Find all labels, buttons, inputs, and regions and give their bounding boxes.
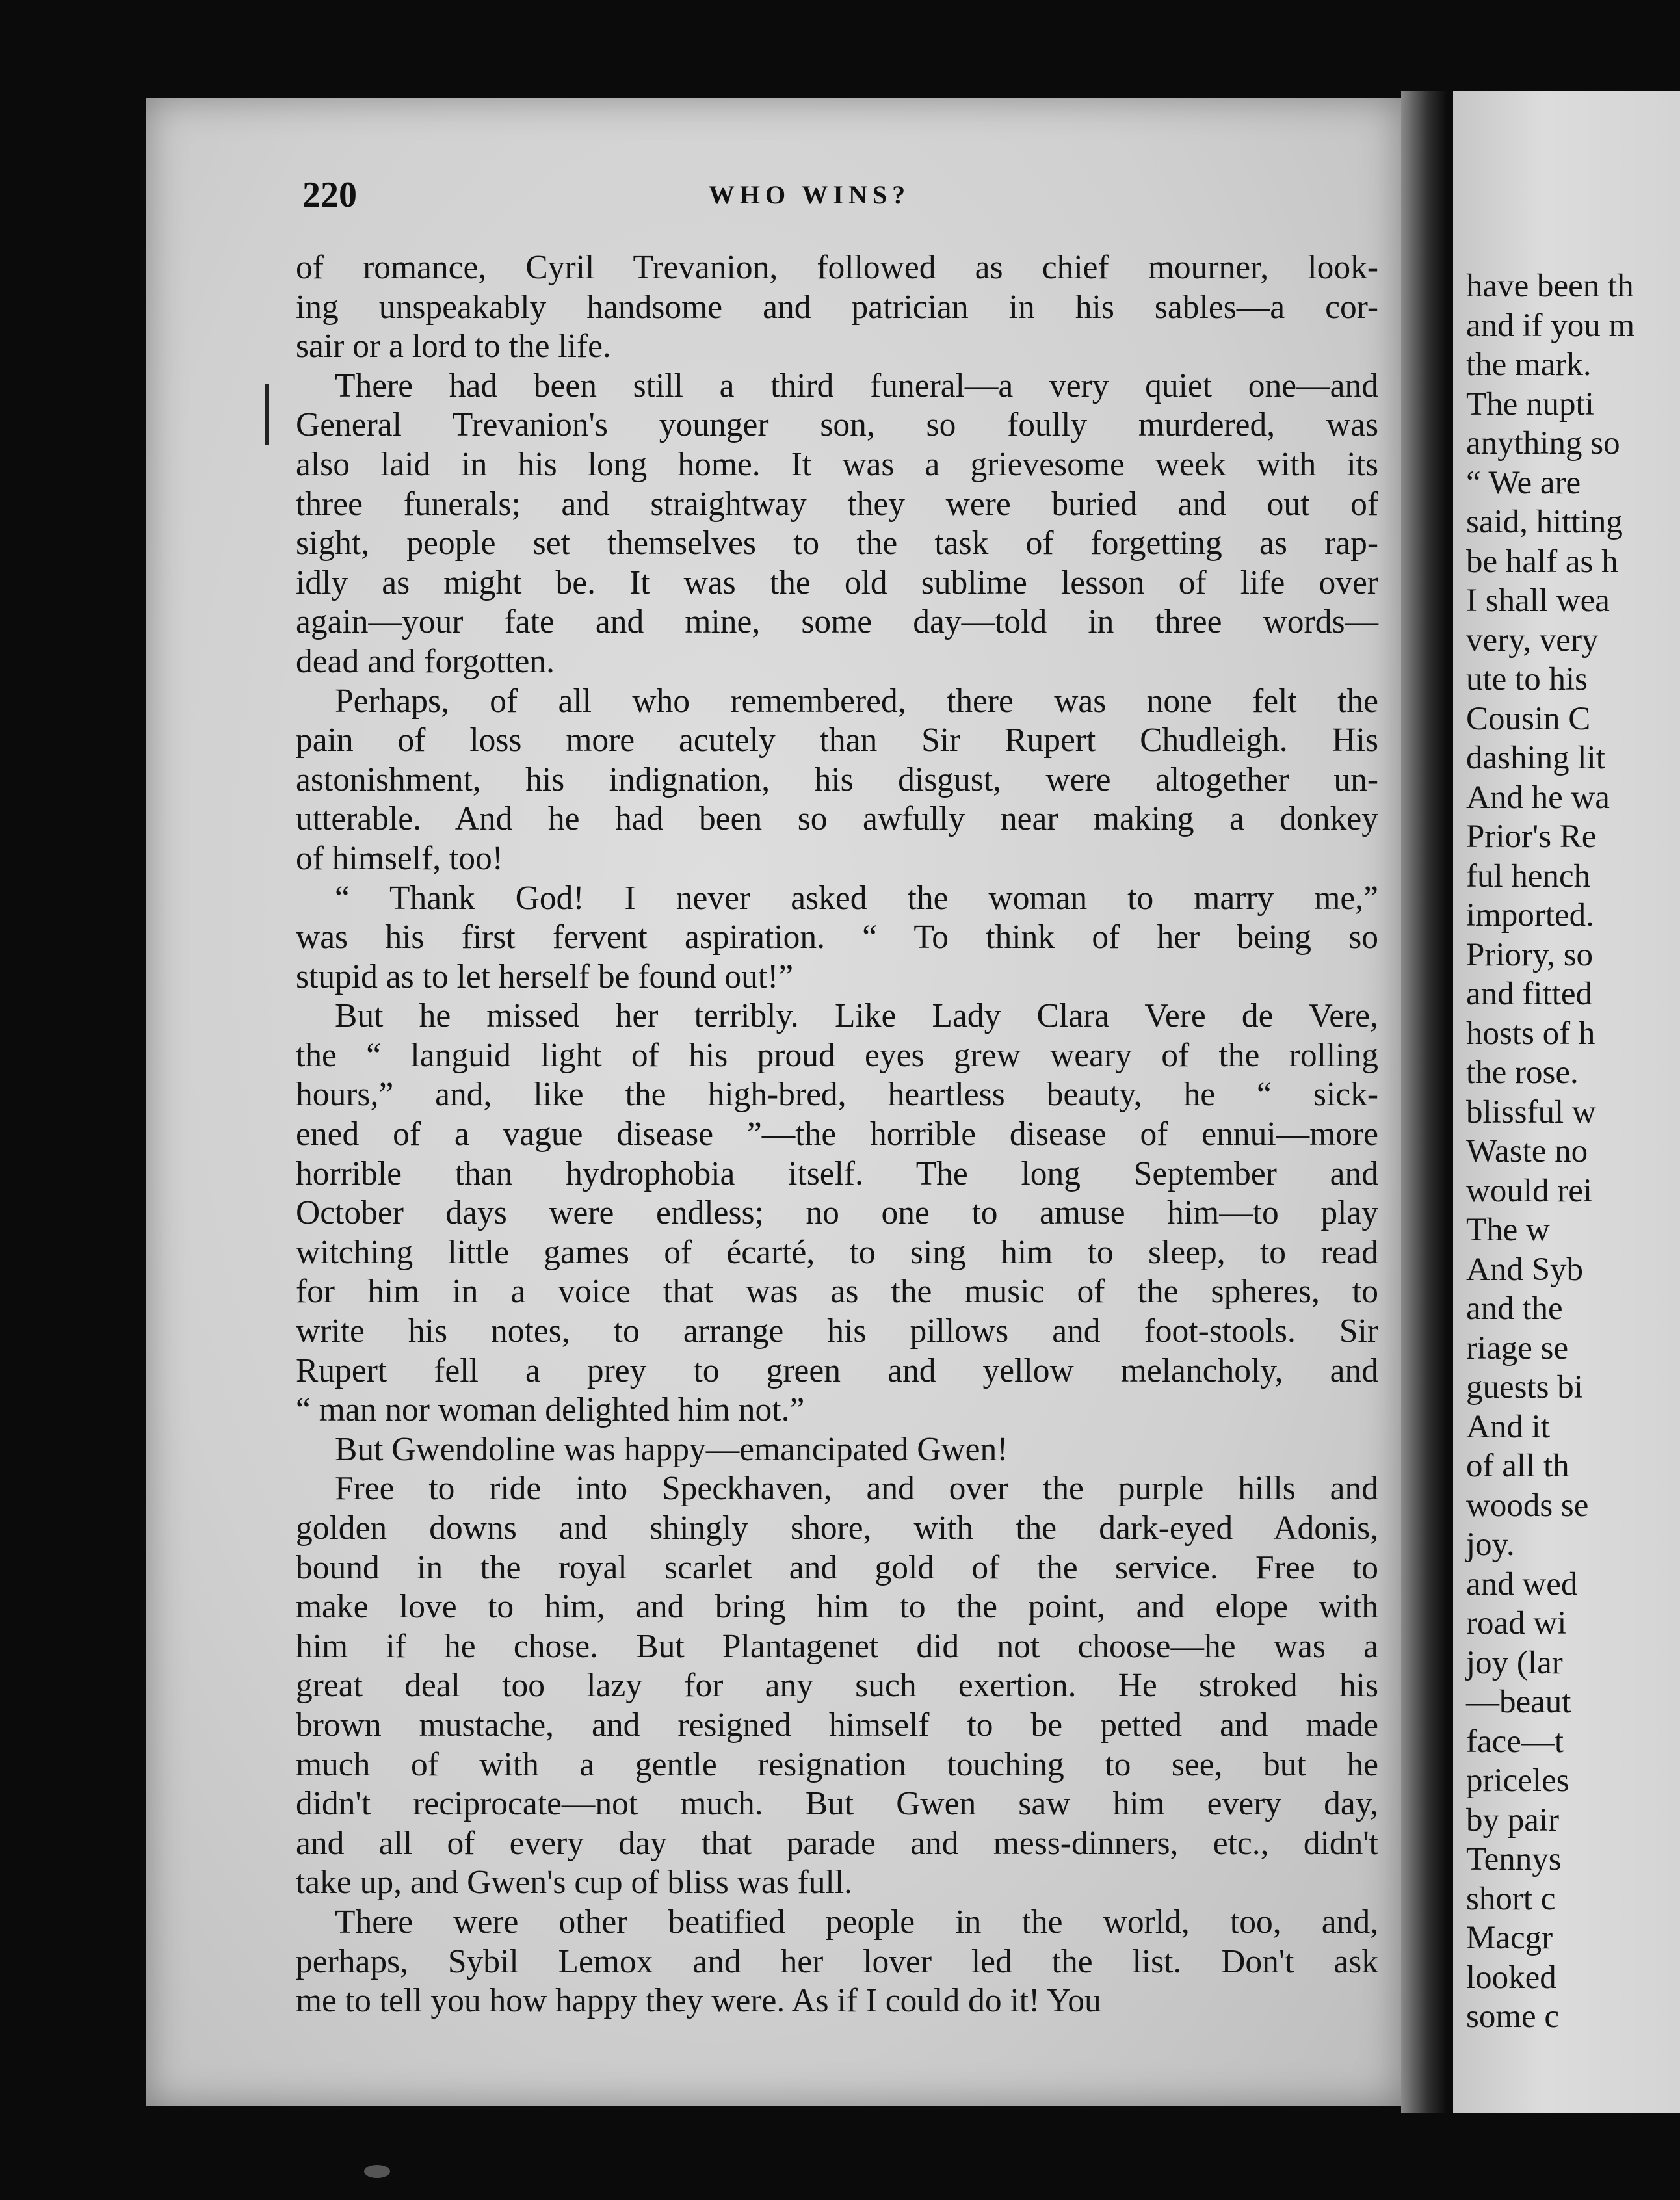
text-line: sight, people set themselves to the task of forgetting as rap-: [296, 525, 1378, 562]
text-line: “ Thank God! I never asked the woman to marry me,”: [335, 879, 1378, 917]
text-line: short c: [1466, 1880, 1556, 1917]
right-page-text: [1466, 267, 1634, 2037]
text-line: would rei: [1466, 1172, 1593, 1209]
text-line: road wi: [1466, 1605, 1567, 1642]
text-line: looked: [1466, 1959, 1556, 1996]
text-line: perhaps, Sybil Lemox and her lover led the list. Don't ask: [296, 1943, 1378, 1980]
text-line: astonishment, his indignation, his disgust, were altogether un-: [296, 761, 1378, 798]
text-line: stupid as to let herself be found out!”: [296, 958, 794, 995]
text-line: the “ languid light of his proud eyes grew weary of the rolling: [296, 1036, 1378, 1074]
text-line: have been th: [1466, 268, 1634, 304]
text-line: “ man nor woman delighted him not.”: [296, 1391, 805, 1429]
text-line: the rose.: [1466, 1054, 1579, 1091]
text-line: hours,” and, like the high-bred, heartless beauty, he “ sick-: [296, 1076, 1378, 1114]
page-number: 220: [302, 175, 357, 215]
text-line: But Gwendoline was happy—emancipated Gwen!: [335, 1430, 1008, 1468]
right-page-fragment: [1453, 91, 1680, 2113]
text-line: guests bi: [1466, 1369, 1583, 1406]
text-line: utterable. And he had been so awfully near making a donkey: [296, 800, 1378, 838]
text-line: and fitted: [1466, 976, 1593, 1012]
text-line: brown mustache, and resigned himself to be petted and made: [296, 1706, 1378, 1744]
text-line: by pair: [1466, 1801, 1560, 1839]
text-line: of himself, too!: [296, 839, 503, 877]
text-line: the mark.: [1466, 347, 1592, 383]
text-line: The w: [1466, 1212, 1550, 1248]
text-line: ful hench: [1466, 858, 1591, 895]
text-line: “ We are: [1466, 464, 1581, 501]
text-line: again—your fate and mine, some day—told in three words—: [296, 603, 1378, 641]
text-line: for him in a voice that was as the music of the spheres, to: [296, 1273, 1378, 1311]
text-line: me to tell you how happy they were. As if I could do it! You: [296, 1982, 1101, 2020]
text-line: sair or a lord to the life.: [296, 328, 611, 365]
text-line: anything so: [1466, 425, 1620, 462]
text-line: horrible than hydrophobia itself. The long September and: [296, 1155, 1378, 1192]
text-line: golden downs and shingly shore, with the dark-eyed Adonis,: [296, 1510, 1378, 1547]
text-line: Macgr: [1466, 1920, 1553, 1956]
text-line: and if you m: [1466, 307, 1635, 344]
running-title: WHO WINS?: [708, 180, 911, 209]
text-line: And he wa: [1466, 779, 1610, 816]
text-line: write his notes, to arrange his pillows and foot-stools. Sir: [296, 1313, 1378, 1350]
text-line: of romance, Cyril Trevanion, followed as chief mourner, look-: [296, 249, 1378, 286]
text-line: imported.: [1466, 897, 1594, 934]
text-line: three funerals; and straightway they were buried and out of: [296, 485, 1378, 523]
text-line: I shall wea: [1466, 583, 1610, 619]
text-line: ened of a vague disease ”—the horrible disease of ennui—more: [296, 1116, 1378, 1153]
text-line: October days were endless; no one to amuse him—to play: [296, 1194, 1378, 1232]
text-line: ing unspeakably handsome and patrician in his sables—a cor-: [296, 288, 1378, 326]
text-line: riage se: [1466, 1329, 1569, 1367]
text-line: Prior's Re: [1466, 818, 1597, 855]
text-line: make love to him, and bring him to the point, and elope with: [296, 1588, 1378, 1626]
text-line: joy (lar: [1466, 1644, 1563, 1681]
text-line: But he missed her terribly. Like Lady Clara Vere de Vere,: [335, 997, 1378, 1035]
text-line: hosts of h: [1466, 1015, 1595, 1052]
text-line: great deal too lazy for any such exertion. He stroked his: [296, 1667, 1378, 1705]
text-line: Rupert fell a prey to green and yellow melancholy, and: [296, 1352, 1378, 1389]
text-line: Cousin C: [1466, 700, 1591, 737]
text-line: take up, and Gwen's cup of bliss was full.: [296, 1864, 853, 1902]
text-line: dashing lit: [1466, 740, 1605, 776]
scan-smudge: [364, 2165, 390, 2178]
text-line: and wed: [1466, 1565, 1578, 1603]
text-line: The nupti: [1466, 386, 1594, 423]
body-text: [296, 248, 1378, 2021]
text-line: There were other beatified people in the world, too, and,: [335, 1903, 1378, 1941]
left-page: [146, 98, 1401, 2106]
text-line: bound in the royal scarlet and gold of the service. Free to: [296, 1549, 1378, 1586]
text-line: be half as h: [1466, 543, 1618, 580]
text-line: didn't reciprocate—not much. But Gwen saw him every day,: [296, 1785, 1378, 1823]
text-line: him if he chose. But Plantagenet did not choose—he was a: [296, 1627, 1378, 1665]
text-line: woods se: [1466, 1487, 1589, 1524]
margin-mark: [265, 384, 269, 445]
text-line: said, hitting: [1466, 504, 1623, 540]
text-line: There had been still a third funeral—a very quiet one—and: [335, 367, 1378, 404]
text-line: was his first fervent aspiration. “ To think of her being so: [296, 919, 1378, 956]
text-line: and all of every day that parade and mess-dinners, etc., didn't: [296, 1824, 1378, 1862]
text-line: very, very: [1466, 622, 1599, 659]
text-line: of all th: [1466, 1448, 1569, 1484]
text-line: pain of loss more acutely than Sir Rupert Chudleigh. His: [296, 722, 1378, 759]
text-line: Free to ride into Speckhaven, and over the purple hills and: [335, 1470, 1378, 1508]
page-gutter: [1401, 91, 1447, 2113]
text-line: And Syb: [1466, 1251, 1583, 1288]
text-line: —beaut: [1466, 1684, 1571, 1720]
text-line: And it: [1466, 1408, 1550, 1445]
text-line: much of with a gentle resignation touching to see, but he: [296, 1746, 1378, 1783]
text-line: dead and forgotten.: [296, 642, 555, 680]
text-line: witching little games of écarté, to sing him to sleep, to read: [296, 1233, 1378, 1271]
text-line: idly as might be. It was the old sublime lesson of life over: [296, 564, 1378, 601]
text-line: blissful w: [1466, 1093, 1596, 1131]
text-line: priceles: [1466, 1762, 1569, 1799]
text-line: face—t: [1466, 1723, 1564, 1760]
text-line: Waste no: [1466, 1133, 1588, 1170]
text-line: Tennys: [1466, 1841, 1562, 1878]
text-line: Priory, so: [1466, 936, 1594, 973]
text-line: also laid in his long home. It was a grievesome week with its: [296, 445, 1378, 483]
running-head: [146, 174, 1401, 226]
text-line: and the: [1466, 1290, 1563, 1327]
text-line: ute to his: [1466, 661, 1588, 698]
text-line: joy.: [1466, 1526, 1515, 1563]
text-line: General Trevanion's younger son, so foully murdered, was: [296, 406, 1378, 444]
text-line: some c: [1466, 1998, 1560, 2035]
text-line: Perhaps, of all who remembered, there was none felt the: [335, 682, 1378, 720]
